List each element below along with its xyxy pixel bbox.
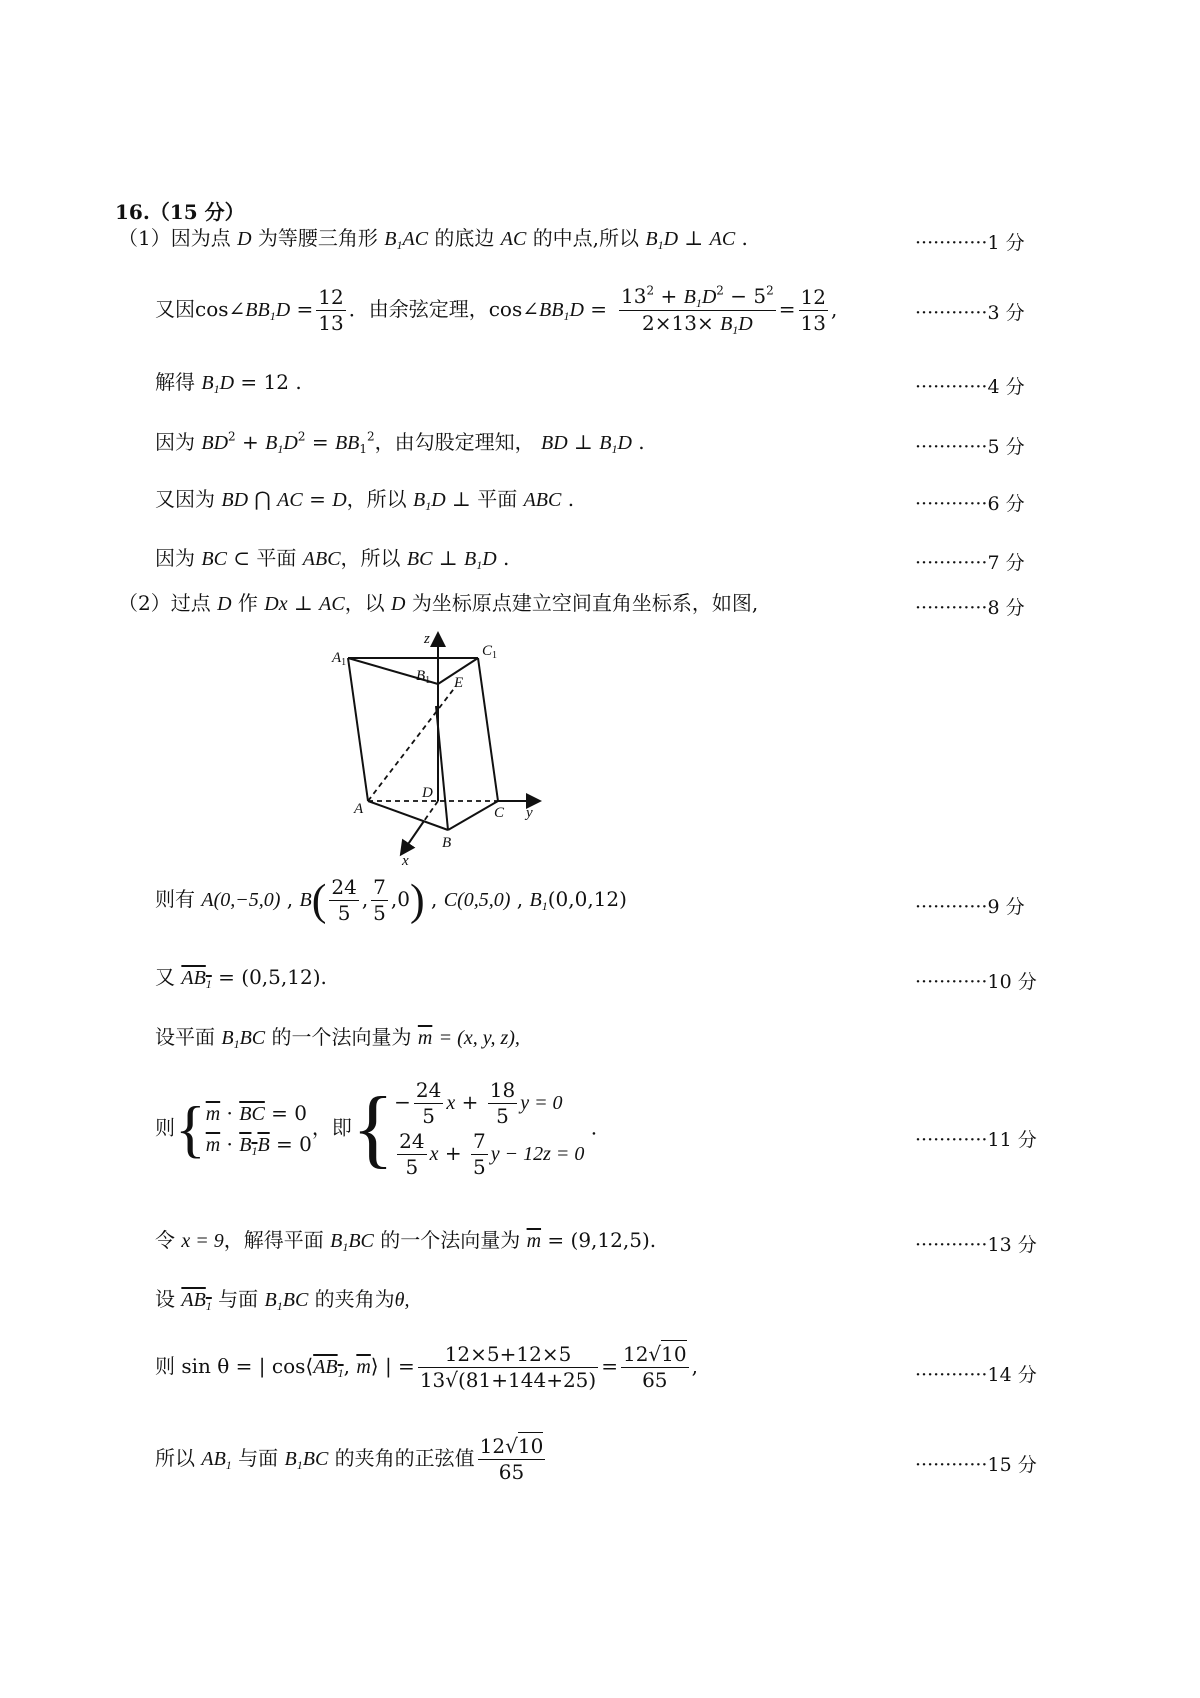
- text: 又因为: [155, 487, 215, 511]
- frac-num: 12×5+12×5: [418, 1342, 598, 1368]
- frac-num: 24: [331, 875, 357, 899]
- text: ，以: [344, 591, 385, 615]
- system-line: 则{ $\overline{m} \cdot \overline{BC} = 0$ $\overline{m} \cdot B_1B = 0$ ，即{ − $\frac{24}{5}$ x + $\frac{18}{5}$ y = 0 $\frac{24}{5}$ x + $\frac{7}{5}$ y − 12z = 0 .: [155, 1078, 598, 1179]
- text: = 0: [271, 1101, 308, 1125]
- text: ，所以: [346, 487, 407, 511]
- part1-line-1: （1）因为点 D 为等腰三角形 $B_1AC$ 的底边 AC 的中点,所以 $B_1D$ ⊥ AC .: [118, 226, 748, 253]
- score-mark: [915, 1125, 1037, 1152]
- score-mark: [915, 228, 1025, 255]
- text: = (x, y, z),: [438, 1027, 520, 1049]
- text: 的一个法向量为: [271, 1025, 412, 1049]
- problem-heading: [115, 196, 245, 225]
- label-b: B: [442, 835, 452, 851]
- text: 为等腰三角形: [257, 226, 378, 250]
- dots: ············: [915, 1129, 988, 1151]
- score-mark: [915, 372, 1025, 399]
- score-value: 6 分: [987, 493, 1025, 515]
- text: 作: [237, 591, 258, 615]
- text: 又因: [155, 297, 195, 321]
- frac-den: 5: [337, 901, 351, 925]
- text: ，由勾股定理知，: [374, 430, 535, 454]
- dots: ············: [915, 971, 988, 993]
- text: = 0: [276, 1132, 312, 1156]
- text: ．由余弦定理，: [348, 297, 489, 321]
- text: 则: [155, 1115, 175, 1140]
- score-mark: [915, 967, 1037, 994]
- frac-den: 13√(81+144+25): [419, 1368, 597, 1392]
- label-a1: $A_1$: [332, 650, 347, 668]
- score-value: 10 分: [987, 971, 1037, 993]
- score-mark: [915, 1230, 1037, 1257]
- text: 的中点,所以: [532, 226, 640, 250]
- part2-intro: （2）过点 D 作 Dx ⊥ AC，以 D 为坐标原点建立空间直角坐标系，如图,: [118, 591, 759, 615]
- score-value: 11 分: [987, 1129, 1037, 1151]
- label-e: E: [454, 675, 464, 691]
- sin-calc-line: 则 sin θ = | $\cos⟨AB_1$, $\overline{m}⟩$ | = $\frac{12\times 5+12\times 5}{13√(81+144+25)}$ = $\frac{12√10}{65}$ ,: [155, 1342, 698, 1392]
- part-label: （2）: [118, 591, 171, 615]
- angle-intro-line: 设 $AB_1$ 与面 $B_1BC$ 的夹角为θ,: [155, 1287, 410, 1314]
- label-a: A: [354, 801, 364, 817]
- coords-line: 则有 A(0,−5,0) , B( $\frac{24}{5}$ , $\frac{7}{5}$ ,0) , C(0,5,0) , $B_1(0,0,12)$: [155, 875, 627, 925]
- text: 则: [155, 1354, 175, 1378]
- score-value: 9 分: [987, 896, 1025, 918]
- dots: ············: [915, 1364, 988, 1386]
- dots: ············: [915, 493, 988, 515]
- text: x = 9: [181, 1230, 224, 1252]
- score-mark: [915, 548, 1025, 575]
- label-z: z: [424, 631, 430, 647]
- text: 因为: [155, 430, 195, 454]
- score-value: 15 分: [987, 1454, 1037, 1476]
- score-mark: [915, 1450, 1037, 1477]
- x-axis: [402, 821, 424, 853]
- score-value: 3 分: [987, 302, 1025, 324]
- edge-c1c: [478, 658, 498, 801]
- text: ，解得平面: [223, 1228, 324, 1252]
- score-mark: [915, 432, 1025, 459]
- text: = (9,12,5).: [547, 1228, 657, 1252]
- frac-den: 5: [373, 901, 386, 925]
- text: y − 12z = 0: [490, 1143, 585, 1165]
- text: 平面: [256, 546, 297, 570]
- text: 设: [155, 1287, 175, 1311]
- score-value: 5 分: [987, 436, 1025, 458]
- text: y = 0: [520, 1092, 563, 1114]
- edge-a1a: [348, 658, 368, 801]
- label-c: C: [494, 805, 505, 821]
- score-mark: [915, 298, 1025, 325]
- dots: ············: [915, 436, 988, 458]
- normal-intro-line: 设平面 $B_1BC$ 的一个法向量为 $\overline{m} = (x$, y, z),: [155, 1025, 520, 1052]
- text: 因为: [155, 546, 195, 570]
- text: 令: [155, 1228, 175, 1252]
- text: 的底边: [434, 226, 495, 250]
- text: 设平面: [155, 1025, 215, 1049]
- problem-points: （15 分）: [149, 200, 245, 224]
- prism-diagram: [330, 625, 600, 870]
- text: 与面: [218, 1287, 259, 1311]
- score-value: 1 分: [987, 232, 1025, 254]
- text: 解得: [155, 370, 195, 394]
- conclusion-line: 所以 $AB_1$ 与面 $B_1BC$ 的夹角的正弦值 $\frac{12√10}{65}$: [155, 1434, 544, 1484]
- dots: ············: [915, 1454, 988, 1476]
- part-label: （1）: [118, 226, 171, 250]
- part1-line-3: 解得 $B_1D = 12$ .: [155, 370, 302, 397]
- text: 的夹角的正弦值: [334, 1446, 475, 1470]
- text: ，即: [311, 1115, 352, 1140]
- dots: ············: [915, 302, 988, 324]
- label-y: y: [526, 805, 533, 821]
- point-c: C(0,5,0): [443, 889, 511, 911]
- normal-result-line: 令 x = 9，解得平面 $B_1BC$ 的一个法向量为 $\overline{m} = (9,12,5)$.: [155, 1228, 657, 1255]
- dots: ············: [915, 232, 988, 254]
- text: 为坐标原点建立空间直角坐标系，如图,: [411, 591, 759, 615]
- text: θ,: [394, 1289, 410, 1311]
- text: 平面: [477, 487, 518, 511]
- text: 与面: [238, 1446, 279, 1470]
- label-x: x: [402, 853, 409, 869]
- text: = 12 .: [240, 370, 302, 394]
- text: sin θ = | cos⟨: [181, 1354, 314, 1378]
- problem-number: 16.: [115, 200, 150, 224]
- label-b1: $B_1$: [416, 668, 431, 686]
- part1-line-2: 又因$\cos\angle BB_1D$ = $\frac{12}{13}$ ．由余弦定理，$\cos\angle BB_1D$ = $\frac{13^2 + B_1D^2 - 5^2}{2\times 13\times B_1D}$ = $\frac{12}{13}$ ,: [155, 283, 838, 338]
- part1-line-6: 因为 BC ⊂ 平面 ABC，所以 BC ⊥ $B_1D$ .: [155, 546, 510, 573]
- score-value: 7 分: [987, 552, 1025, 574]
- label-c1: $C_1$: [482, 643, 498, 661]
- text: 因为点: [170, 226, 231, 250]
- text: 过点: [170, 591, 211, 615]
- score-value: 4 分: [987, 376, 1025, 398]
- score-mark: [915, 489, 1025, 516]
- frac-num: 7: [373, 875, 386, 899]
- dots: ············: [915, 1234, 988, 1256]
- text: ，所以: [340, 546, 401, 570]
- dots: ············: [915, 376, 988, 398]
- dots: ············: [915, 597, 988, 619]
- point-a: A(0,−5,0): [201, 889, 281, 911]
- label-d: D: [422, 785, 433, 801]
- text: 所以: [155, 1446, 195, 1470]
- point-b1: (0,0,12): [547, 887, 627, 911]
- dots: ············: [915, 552, 988, 574]
- score-value: 14 分: [987, 1364, 1037, 1386]
- text: 则有: [155, 887, 195, 911]
- text: 的一个法向量为: [380, 1228, 521, 1252]
- part1-line-5: 又因为 BD ⋂ AC = D，所以 $B_1D$ ⊥ 平面 ABC .: [155, 487, 575, 514]
- score-mark: [915, 1360, 1037, 1387]
- score-mark: [915, 892, 1025, 919]
- x-axis-dashed: [424, 801, 438, 821]
- score-mark: [915, 593, 1025, 620]
- vector-ab1-line: 又 $AB_1 = (0,5,12)$.: [155, 965, 327, 992]
- text: 的夹角为: [314, 1287, 395, 1311]
- dots: ············: [915, 896, 988, 918]
- edge-bc: [448, 801, 498, 830]
- text: = (0,5,12).: [218, 965, 327, 989]
- score-value: 8 分: [987, 597, 1025, 619]
- part1-line-4: 因为 $BD^2 + B_1D^2 = BB_1^2$，由勾股定理知， BD ⊥ $B_1D$ .: [155, 429, 645, 457]
- text: 又: [155, 965, 175, 989]
- score-value: 13 分: [987, 1234, 1037, 1256]
